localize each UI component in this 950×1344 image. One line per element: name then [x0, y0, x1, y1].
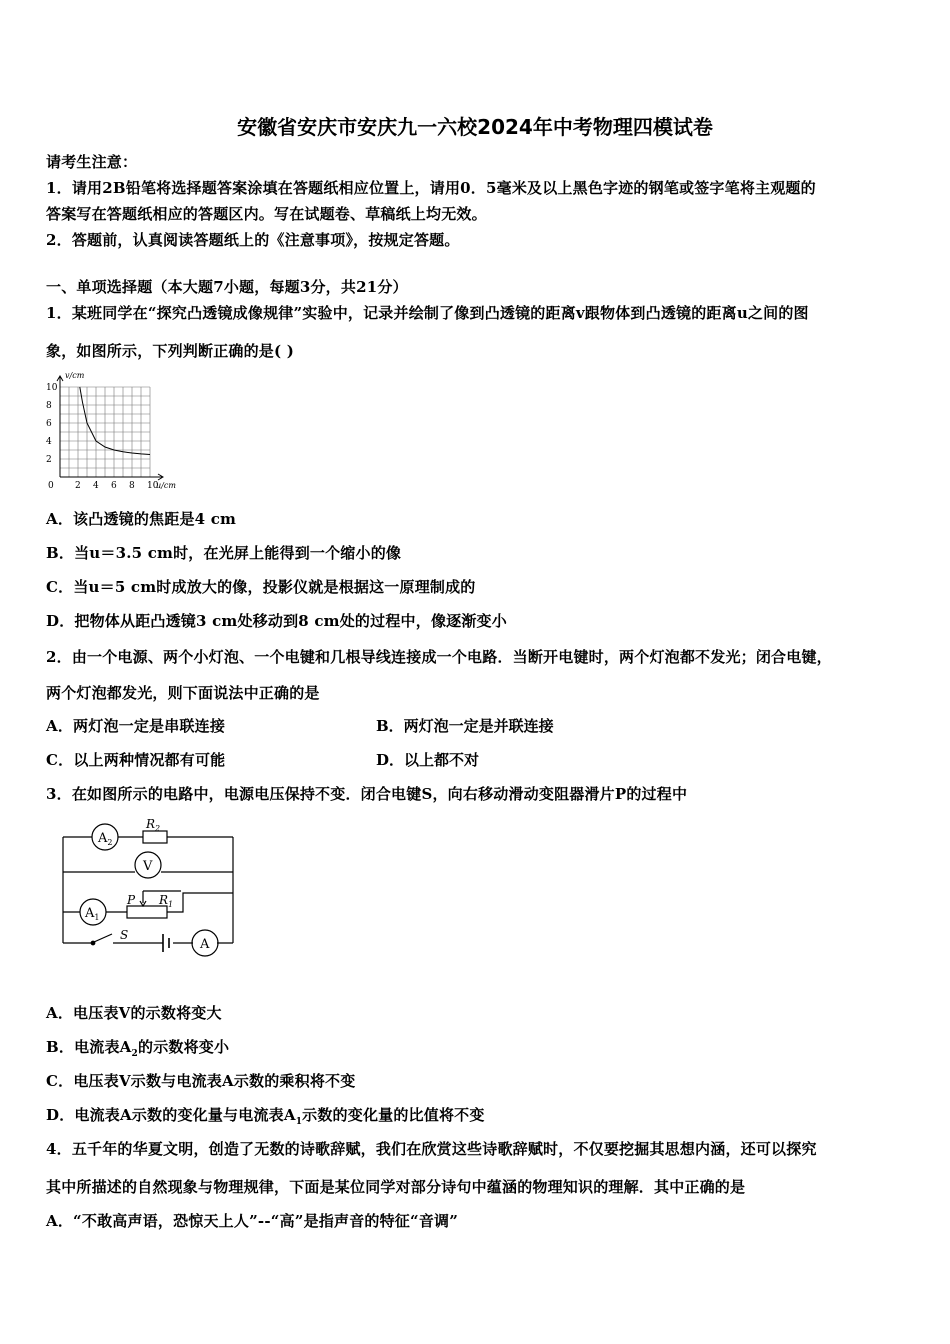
page-title: 安徽省安庆市安庆九一六校2024年中考物理四模试卷: [237, 115, 713, 139]
q2-option-a: A．两灯泡一定是串联连接: [46, 717, 226, 735]
x-tick-label: 4: [93, 481, 99, 491]
x-tick-label: 8: [129, 481, 135, 491]
y-tick-label: 8: [46, 401, 52, 411]
y-tick-label: 4: [46, 437, 52, 447]
battery: [163, 934, 169, 952]
ammeter-a2-label: $A_2$: [98, 831, 113, 847]
graph-x-label: u/cm: [156, 481, 176, 490]
q4-stem-a: 4．五千年的华夏文明，创造了无数的诗歌辞赋，我们在欣赏这些诗歌辞赋时，不仅要挖掘其思想内涵，还可以探究: [46, 1140, 817, 1158]
x-tick-label: 6: [111, 481, 117, 491]
notice-item-1b: 答案写在答题纸相应的答题区内。写在试题卷、草稿纸上均无效。: [46, 205, 487, 223]
y-tick-label: 6: [46, 419, 52, 429]
q2-stem-a: 2．由一个电源、两个小灯泡、一个电键和几根导线连接成一个电路．当断开电键时，两个灯泡都不发光；闭合电键，: [46, 648, 832, 666]
switch-s-label: S: [120, 928, 129, 942]
resistor-r2-label: $R_2$: [146, 817, 161, 833]
x-tick-label: 2: [75, 481, 81, 491]
q3-option-b: B．电流表$A_2$的示数将变小: [46, 1038, 230, 1059]
circuit-diagram: [55, 815, 245, 965]
q3-option-c: C．电压表V示数与电流表A示数的乘积将不变: [46, 1072, 356, 1090]
section-heading: 一、单项选择题（本大题7小题，每题3分，共21分）: [46, 278, 408, 296]
q2-option-c: C．以上两种情况都有可能: [46, 751, 226, 769]
graph-ticks: [46, 383, 159, 491]
switch-s: [94, 934, 112, 942]
q3-stem: 3．在如图所示的电路中，电源电压保持不变．闭合电键S，向右移动滑动变阻器滑片P的过程中: [46, 785, 688, 803]
q1-stem-a: 1．某班同学在“探究凸透镜成像规律”实验中，记录并绘制了像到凸透镜的距离v跟物体到凸透镜的距离u之间的图: [46, 304, 809, 322]
q1-option-b: B．当u＝3.5 cm时，在光屏上能得到一个缩小的像: [46, 544, 402, 562]
rheostat-r1-label: $R_1$: [159, 893, 174, 909]
graph-grid: [60, 387, 150, 477]
notice-heading: 请考生注意：: [46, 153, 138, 171]
y-tick-label: 2: [46, 455, 52, 465]
notice-item-1a: 1．请用2B铅笔将选择题答案涂填在答题纸相应位置上，请用0．5毫米及以上黑色字迹的钢笔或签字笔将主观题的: [46, 179, 816, 197]
graph-axes: [57, 376, 163, 480]
graph-curve: [80, 387, 150, 455]
q1-stem-b: 象，如图所示，下列判断正确的是( ): [46, 342, 295, 360]
rheostat-r1: [127, 906, 167, 918]
graph-y-label: v/cm: [65, 371, 85, 380]
q4-stem-b: 其中所描述的自然现象与物理规律，下面是某位同学对部分诗句中蕴涵的物理知识的理解．其中正确的是: [46, 1178, 746, 1196]
q1-option-c: C．当u＝5 cm时成放大的像，投影仪就是根据这一原理制成的: [46, 578, 476, 596]
y-tick-label: 10: [46, 383, 58, 393]
q3-option-a: A．电压表V的示数将变大: [46, 1004, 222, 1022]
q2-option-b: B．两灯泡一定是并联连接: [376, 717, 554, 735]
lens-graph: [42, 367, 192, 495]
graph-origin: 0: [48, 481, 54, 491]
ammeter-a1-label: $A_1$: [85, 906, 100, 922]
q1-option-a: A．该凸透镜的焦距是4 cm: [46, 510, 237, 528]
voltmeter-v-label: V: [143, 859, 153, 874]
q4-option-a: A．“不敢高声语，恐惊天上人”--“高”是指声音的特征“音调”: [46, 1212, 459, 1230]
q3-option-d: D．电流表A示数的变化量与电流表$A_1$示数的变化量的比值将不变: [46, 1106, 485, 1127]
q2-stem-b: 两个灯泡都发光，则下面说法中正确的是: [46, 684, 320, 702]
q1-option-d: D．把物体从距凸透镜3 cm处移动到8 cm处的过程中，像逐渐变小: [46, 612, 507, 630]
notice-item-2: 2．答题前，认真阅读答题纸上的《注意事项》，按规定答题。: [46, 231, 460, 249]
x-tick-label: 10: [147, 481, 159, 491]
q2-option-d: D．以上都不对: [376, 751, 480, 769]
ammeter-a-label: A: [200, 937, 210, 952]
slider-p-label: P: [127, 893, 136, 907]
